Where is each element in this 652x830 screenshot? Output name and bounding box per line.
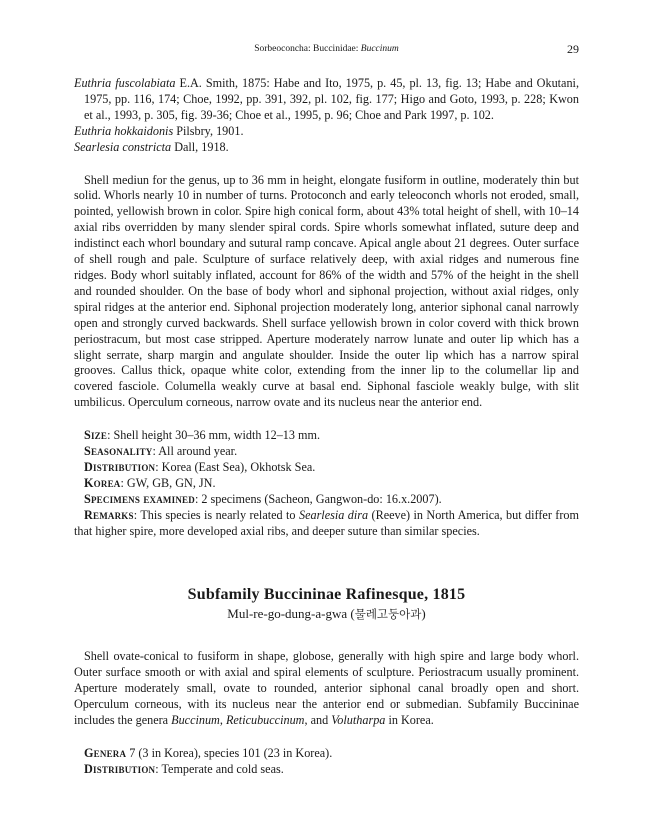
genus-name: Volutharpa xyxy=(331,713,386,728)
field-value: : 2 specimens (Sacheon, Gangwon-do: 16.x.2007). xyxy=(194,491,442,506)
page-body xyxy=(74,76,579,778)
field-label: Distribution xyxy=(84,761,156,776)
seasonality-field xyxy=(74,444,579,460)
field-label: Specimens examined xyxy=(84,491,195,506)
field-label: Remarks xyxy=(84,507,134,522)
page-header xyxy=(74,42,579,58)
synonym-name: Searlesia constricta xyxy=(74,139,172,154)
field-label: Size xyxy=(84,428,108,443)
field-value: : GW, GB, GN, JN. xyxy=(120,475,216,490)
field-label: Distribution xyxy=(84,459,156,474)
page-number: 29 xyxy=(567,42,579,56)
subfamily-description-text: in Korea. xyxy=(385,713,434,728)
field-label: Seasonality xyxy=(84,444,153,459)
size-field xyxy=(74,428,579,444)
field-value: : This species is nearly related to xyxy=(133,507,299,522)
species-description: Shell mediun for the genus, up to 36 mm in height, elongate fusiform in outline, moderately thin but solid. Whorls nearly 10 in number of turns. Protoconch and early teleoconch whorls not eroded, small, pointed, yellowish brown in color. Spire high conical form, about 43% total height of shell, with 10–14 axial ribs overridden by many slender spiral cords. Spire whorls somewhat inflated, suture deep and indistinct each whorl boundary and sutural ramp concave. Apical angle about 21 degrees. Outer surface of shell rough and pale. Sculpture of surface relatively deep, with axial ridges and numerous fine ridges. Body whorl suitably inflated, account for 86% of the width and 57% of the height in the shell and rounded shoulder. On the base of body whorl and siphonal projection, without axial ridges, only spiral ridges at the anterior end. Siphonal projection moderately long, anterior siphonal canal narrowly open and strongly curved backwards. Shell surface yellowish brown in color coverd with thick brown periostracum, but most case stripped. Aperture moderately narrow lunate and outer lip which has a slight serrate, sharp margin and angulate shoulder. Inside the outer lip which has a narrow spiral grooves. Callus thick, opaque white color, extending from the inner lip to the columellar lip and covered fasciole. Columella weakly curve at basal end. Siphonal fasciole weakly bulge, with slit umbilicus. Operculum corneous, narrow ovate and its nucleus near the anterior end. xyxy=(74,172,579,410)
genus-name: Buccinum xyxy=(171,713,220,728)
remarks-field xyxy=(74,508,579,540)
field-value: (Reeve) in North America, but differ from that higher spire, more developed axial ribs, and deeper suture than similar species. xyxy=(74,507,579,538)
species-fields xyxy=(74,428,579,539)
synonym-entry xyxy=(74,76,579,124)
synonym-name: Euthria fuscolabiata xyxy=(74,76,176,90)
synonym-entry xyxy=(74,124,579,140)
genera-field xyxy=(74,746,579,762)
subfamily-distribution-field xyxy=(74,762,579,778)
subfamily-description-text: Shell ovate-conical to fusiform in shape, globose, generally with high spire and large body whorl. Outer surface smooth or with axial and spiral elements of sculpture. Periostracum usually prominent. Aperture moderately small, ovate to rounded, anterior siphonal canal broadly open and short. Operculum corneous, with its nucleus near the anterior end or submedian. Subfamily Buccininae includes the genera xyxy=(74,649,579,728)
field-label: Genera xyxy=(84,746,127,760)
field-value: : All around year. xyxy=(152,444,238,459)
synonym-name: Euthria hokkaidonis xyxy=(74,123,174,138)
running-head-genus: Buccinum xyxy=(360,44,399,54)
separator: , and xyxy=(304,713,332,728)
synonymy-list xyxy=(74,76,579,156)
synonym-entry xyxy=(74,140,579,156)
subfamily-fields xyxy=(74,746,579,778)
subfamily-subtitle xyxy=(74,605,579,623)
subfamily-heading xyxy=(74,585,579,623)
subfamily-korean-name: 물레고둥아과 xyxy=(354,607,422,622)
subfamily-subtitle-close: ) xyxy=(421,606,426,622)
field-value: : Korea (East Sea), Okhotsk Sea. xyxy=(155,459,316,474)
field-value: : Temperate and cold seas. xyxy=(155,761,284,776)
synonym-citation: Pilsbry, 1901. xyxy=(173,123,244,138)
remarks-species-name: Searlesia dira xyxy=(298,507,369,522)
synonym-citation: E.A. Smith, 1875: Habe and Ito, 1975, p. 45, pl. 13, fig. 13; Habe and Okutani, 1975, pp. 116, 174; Choe, 1992, pp. 391, 392, pl. 102, fig. 177; Higo and Goto, 1993, p. 228; Kwon et al., 1993, p. 305, fig. 39-36; Choe et al., 1995, p. 96; Choe and Park 1997, p. 102. xyxy=(84,76,579,122)
running-head-prefix: Sorbeoconcha: Buccinidae: xyxy=(254,44,361,54)
field-value: : Shell height 30–36 mm, width 12–13 mm. xyxy=(107,428,321,443)
genus-name: Reticubuccinum xyxy=(225,713,305,728)
subfamily-romanized-name: Mul-re-go-dung-a-gwa ( xyxy=(227,606,355,622)
distribution-field xyxy=(74,460,579,476)
separator: , xyxy=(219,713,226,728)
field-label: Korea xyxy=(84,475,121,490)
field-value: 7 (3 in Korea), species 101 (23 in Korea). xyxy=(126,746,333,760)
korea-field xyxy=(74,476,579,492)
subfamily-description xyxy=(74,649,579,729)
running-head xyxy=(74,44,579,54)
specimens-field xyxy=(74,492,579,508)
subfamily-title: Subfamily Buccininae Rafinesque, 1815 xyxy=(187,586,466,604)
synonym-citation: Dall, 1918. xyxy=(171,139,229,154)
